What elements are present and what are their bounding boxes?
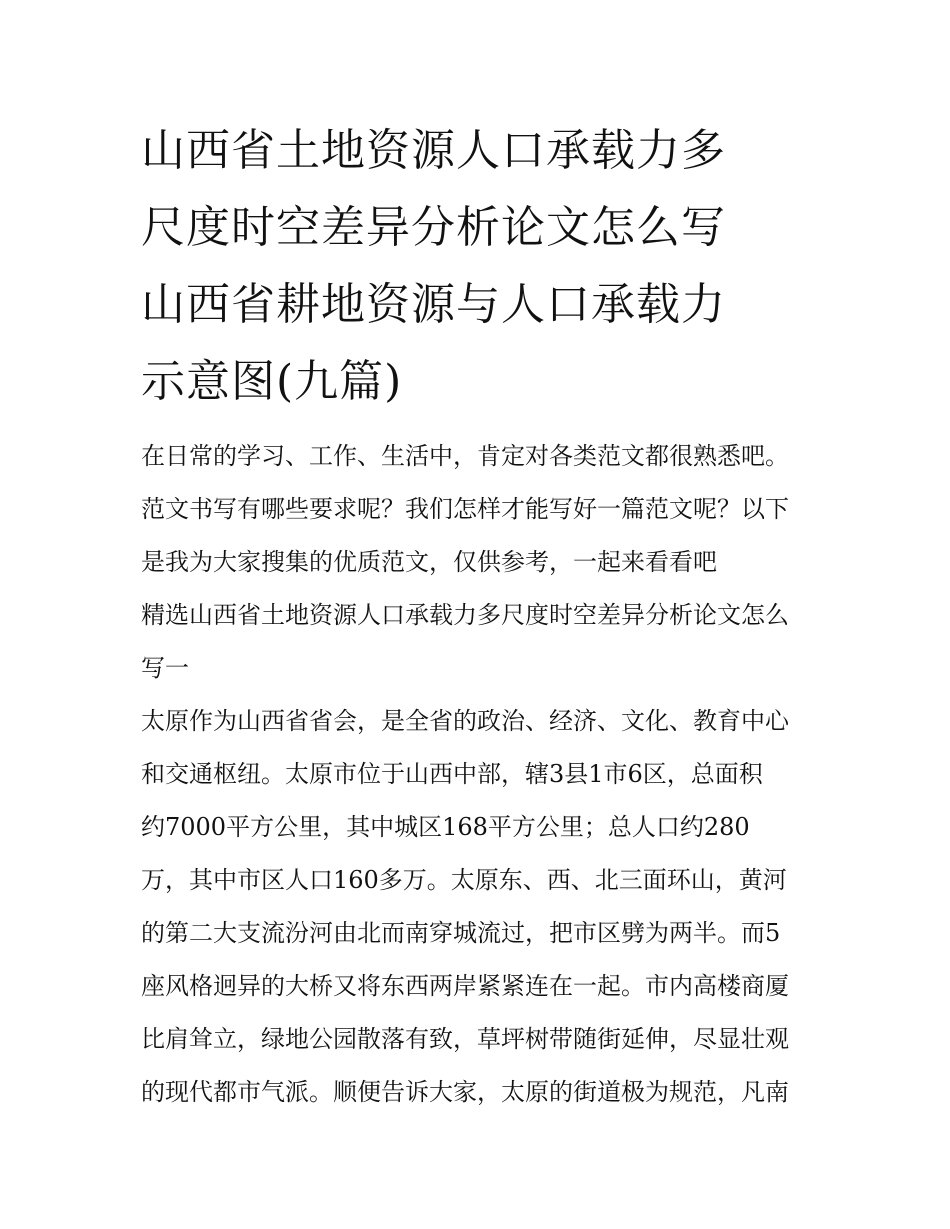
document-title bbox=[141, 112, 821, 420]
text-line: 的第二大支流汾河由北而南穿城流过，把市区劈为两半。而5 bbox=[141, 919, 781, 947]
intro-paragraph bbox=[141, 430, 821, 589]
text-line: 在日常的学习、工作、生活中，肯定对各类范文都很熟悉吧。 bbox=[141, 442, 789, 470]
document-content bbox=[141, 112, 821, 1119]
document-body bbox=[141, 430, 821, 1119]
text-line: 和交通枢纽。太原市位于山西中部，辖3县1市6区，总面积 bbox=[141, 760, 763, 788]
section-heading bbox=[141, 589, 821, 695]
text-line: 范文书写有哪些要求呢？我们怎样才能写好一篇范文呢？以下 bbox=[141, 495, 789, 523]
text-line: 约7000平方公里，其中城区168平方公里；总人口约280 bbox=[141, 813, 750, 841]
text-line: 是我为大家搜集的优质范文，仅供参考，一起来看看吧 bbox=[141, 548, 717, 576]
title-line: 山西省耕地资源与人口承载力 bbox=[141, 279, 726, 330]
text-line: 比肩耸立，绿地公园散落有致，草坪树带随街延伸，尽显壮观 bbox=[141, 1025, 789, 1053]
title-line: 示意图(九篇) bbox=[141, 356, 403, 407]
text-line: 座风格迥异的大桥又将东西两岸紧紧连在一起。市内高楼商厦 bbox=[141, 972, 789, 1000]
body-paragraph bbox=[141, 695, 821, 1119]
text-line: 万，其中市区人口160多万。太原东、西、北三面环山，黄河 bbox=[141, 866, 787, 894]
title-line: 尺度时空差异分析论文怎么写 bbox=[141, 202, 726, 253]
text-line: 的现代都市气派。顺便告诉大家，太原的街道极为规范，凡南 bbox=[141, 1078, 789, 1106]
title-line: 山西省土地资源人口承载力多 bbox=[141, 125, 726, 176]
text-line: 太原作为山西省省会，是全省的政治、经济、文化、教育中心 bbox=[141, 707, 789, 735]
text-line: 精选山西省土地资源人口承载力多尺度时空差异分析论文怎么 bbox=[141, 601, 789, 629]
text-line: 写一 bbox=[141, 654, 189, 682]
